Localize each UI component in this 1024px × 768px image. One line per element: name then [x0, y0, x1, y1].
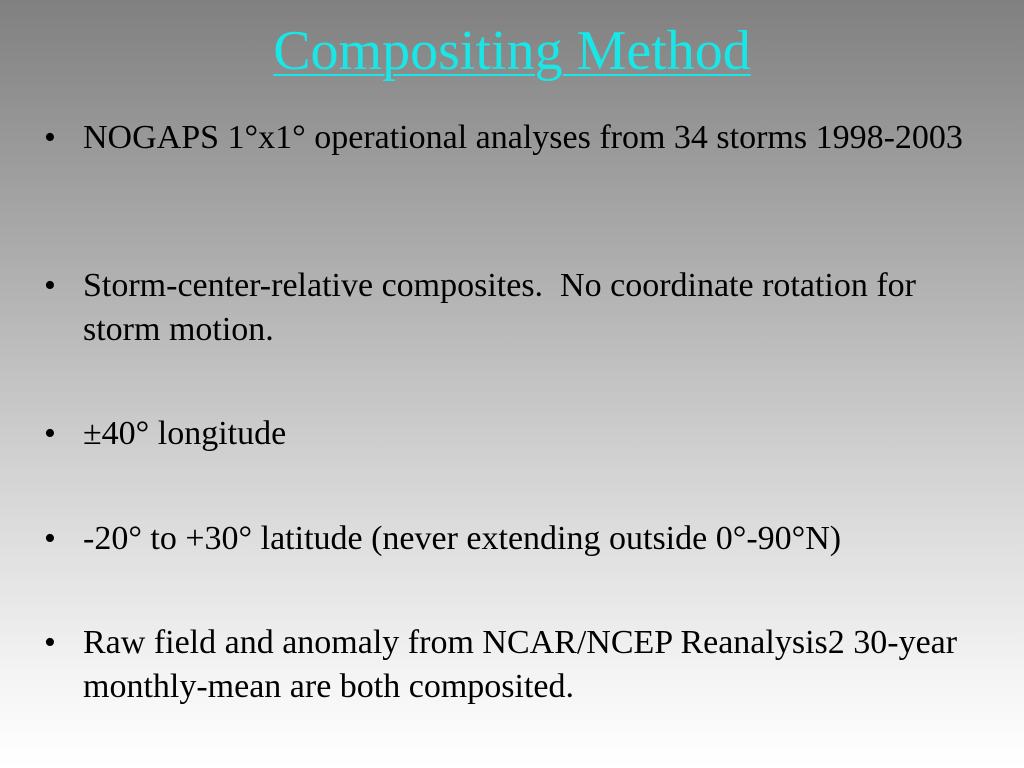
bullet-icon: • — [44, 415, 56, 452]
bullet-text: Raw field and anomaly from NCAR/NCEP Reanalysis2 30-year monthly-mean are both composited. — [83, 624, 958, 705]
bullet-text: Storm-center-relative composites. No coordinate rotation for storm motion. — [83, 267, 925, 348]
bullet-item — [44, 264, 984, 352]
bullet-icon: • — [44, 624, 56, 661]
slide-title: Compositing Method — [273, 20, 751, 82]
bullet-icon: • — [44, 267, 56, 304]
bullet-item — [44, 116, 984, 160]
bullet-item — [44, 412, 984, 456]
bullet-text: -20° to +30° latitude (never extending outside 0°-90°N) — [83, 520, 842, 557]
bullet-item — [44, 517, 984, 561]
bullet-text: ±40° longitude — [83, 415, 287, 452]
bullet-item — [44, 621, 984, 709]
bullet-icon: • — [44, 520, 56, 557]
bullet-text: NOGAPS 1°x1° operational analyses from 34 storms 1998-2003 — [83, 119, 963, 156]
bullet-icon: • — [44, 119, 56, 156]
